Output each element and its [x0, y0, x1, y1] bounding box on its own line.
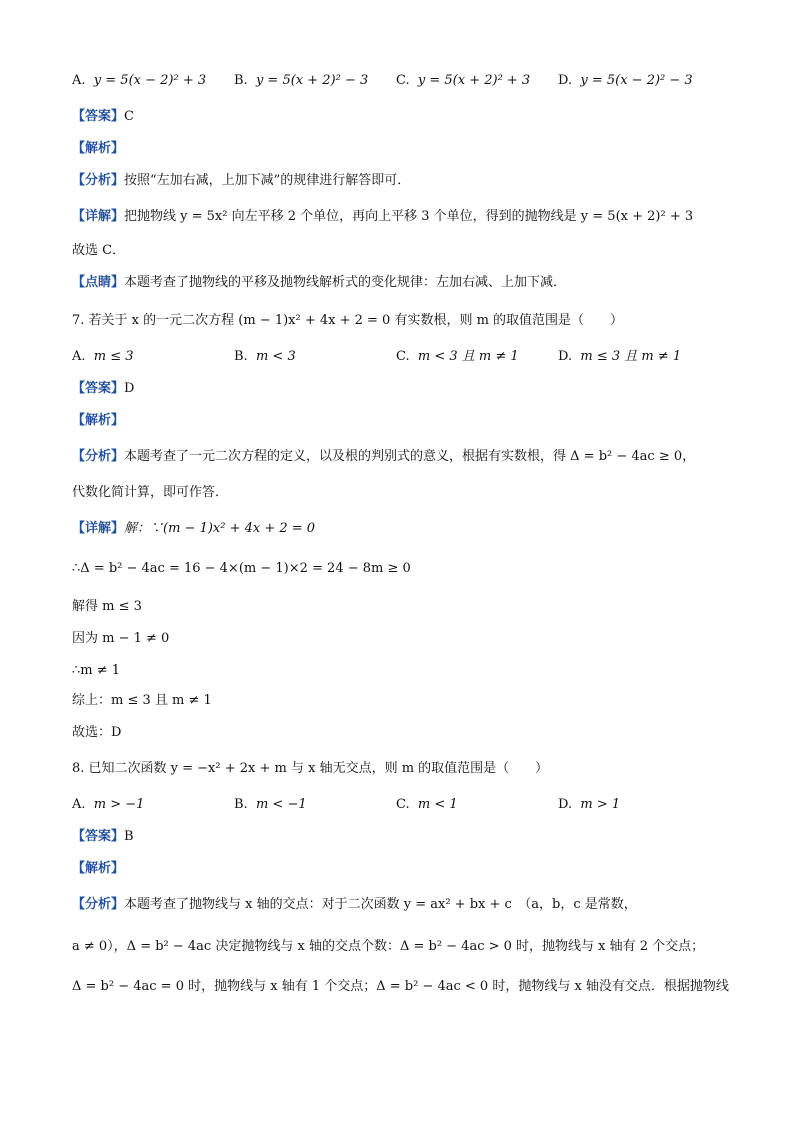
q6-option-b-text: y = 5(x + 2)² − 3: [255, 73, 369, 88]
q6-option-a: A. y = 5(x − 2)² + 3: [72, 73, 207, 88]
q8-option-a: A. m > −1: [72, 797, 145, 812]
q7-step-therefore: ∴m ≠ 1: [72, 663, 121, 678]
q7-xiangjie: 【详解】解：∵(m − 1)x² + 4x + 2 = 0: [72, 521, 316, 536]
q6-fenxi: 【分析】按照“左加右减，上加下减”的规律进行解答即可．: [72, 173, 411, 188]
q7-fenxi-cont: 代数化简计算，即可作答．: [72, 485, 229, 500]
q8-option-b: B. m < −1: [234, 797, 307, 812]
q7-step-condition: 因为 m − 1 ≠ 0: [72, 631, 170, 646]
q6-option-c-text: y = 5(x + 2)² + 3: [417, 73, 531, 88]
q6-dianjing: 【点睛】本题考查了抛物线的平移及抛物线解析式的变化规律：左加右减、上加下减．: [72, 275, 567, 290]
q6-xiangjie: 【详解】把抛物线 y = 5x² 向左平移 2 个单位，再向上平移 3 个单位，得到的抛物线是 y = 5(x + 2)² + 3: [72, 209, 694, 224]
q7-option-d: D. m ≤ 3 且 m ≠ 1: [558, 349, 682, 364]
q8-option-b-text: m < −1: [255, 797, 307, 812]
q8-option-d-text: m > 1: [580, 797, 621, 812]
q7-choose: 故选：D: [72, 725, 122, 740]
q6-option-a-text: y = 5(x − 2)² + 3: [93, 73, 207, 88]
q8-fenxi-cont-2: Δ = b² − 4ac = 0 时，抛物线与 x 轴有 1 个交点；Δ = b² − 4ac < 0 时，抛物线与 x 轴没有交点．根据抛物线: [72, 979, 729, 994]
q7-stem: 7. 若关于 x 的一元二次方程 (m − 1)x² + 4x + 2 = 0 有实数根，则 m 的取值范围是（ ）: [72, 313, 624, 328]
q7-option-c: C. m < 3 且 m ≠ 1: [396, 349, 519, 364]
q8-fenxi-cont-1: a ≠ 0），Δ = b² − 4ac 决定抛物线与 x 轴的交点个数：Δ = b² − 4ac > 0 时，抛物线与 x 轴有 2 个交点；: [72, 939, 705, 954]
q7-analysis-heading: 【解析】: [72, 413, 125, 428]
q8-answer: 【答案】B: [72, 829, 134, 844]
q7-option-a: A. m ≤ 3: [72, 349, 134, 364]
q6-option-d-text: y = 5(x − 2)² − 3: [580, 73, 693, 88]
q6-option-d: D. y = 5(x − 2)² − 3: [558, 73, 693, 88]
q7-answer: 【答案】D: [72, 381, 135, 396]
q8-stem: 8. 已知二次函数 y = −x² + 2x + m 与 x 轴无交点，则 m 的取值范围是（ ）: [72, 761, 549, 776]
q6-analysis-heading: 【解析】: [72, 141, 125, 156]
q7-option-b-text: m < 3: [255, 349, 296, 364]
q7-fenxi: 【分析】本题考查了一元二次方程的定义，以及根的判别式的意义，根据有实数根，得 Δ = b² − 4ac ≥ 0，: [72, 449, 696, 464]
q7-step-discriminant: ∴Δ = b² − 4ac = 16 − 4×(m − 1)×2 = 24 − 8m ≥ 0: [72, 561, 411, 576]
q8-option-c-text: m < 1: [417, 797, 458, 812]
q6-option-c: C. y = 5(x + 2)² + 3: [396, 73, 531, 88]
q7-option-b: B. m < 3: [234, 349, 296, 364]
q7-option-c-text: m < 3 且 m ≠ 1: [417, 349, 519, 364]
q6-answer: 【答案】C: [72, 109, 134, 124]
q7-step-summary: 综上：m ≤ 3 且 m ≠ 1: [72, 693, 212, 708]
q7-step-solve: 解得 m ≤ 3: [72, 599, 142, 614]
q7-option-d-text: m ≤ 3 且 m ≠ 1: [580, 349, 682, 364]
q8-option-a-text: m > −1: [93, 797, 145, 812]
q7-option-a-text: m ≤ 3: [93, 349, 134, 364]
q8-analysis-heading: 【解析】: [72, 861, 125, 876]
q8-fenxi: 【分析】本题考查了抛物线与 x 轴的交点：对于二次函数 y = ax² + bx + c （a，b，c 是常数，: [72, 897, 637, 912]
q8-option-d: D. m > 1: [558, 797, 621, 812]
q8-option-c: C. m < 1: [396, 797, 458, 812]
q6-option-b: B. y = 5(x + 2)² − 3: [234, 73, 369, 88]
q6-choose: 故选 C．: [72, 243, 126, 258]
